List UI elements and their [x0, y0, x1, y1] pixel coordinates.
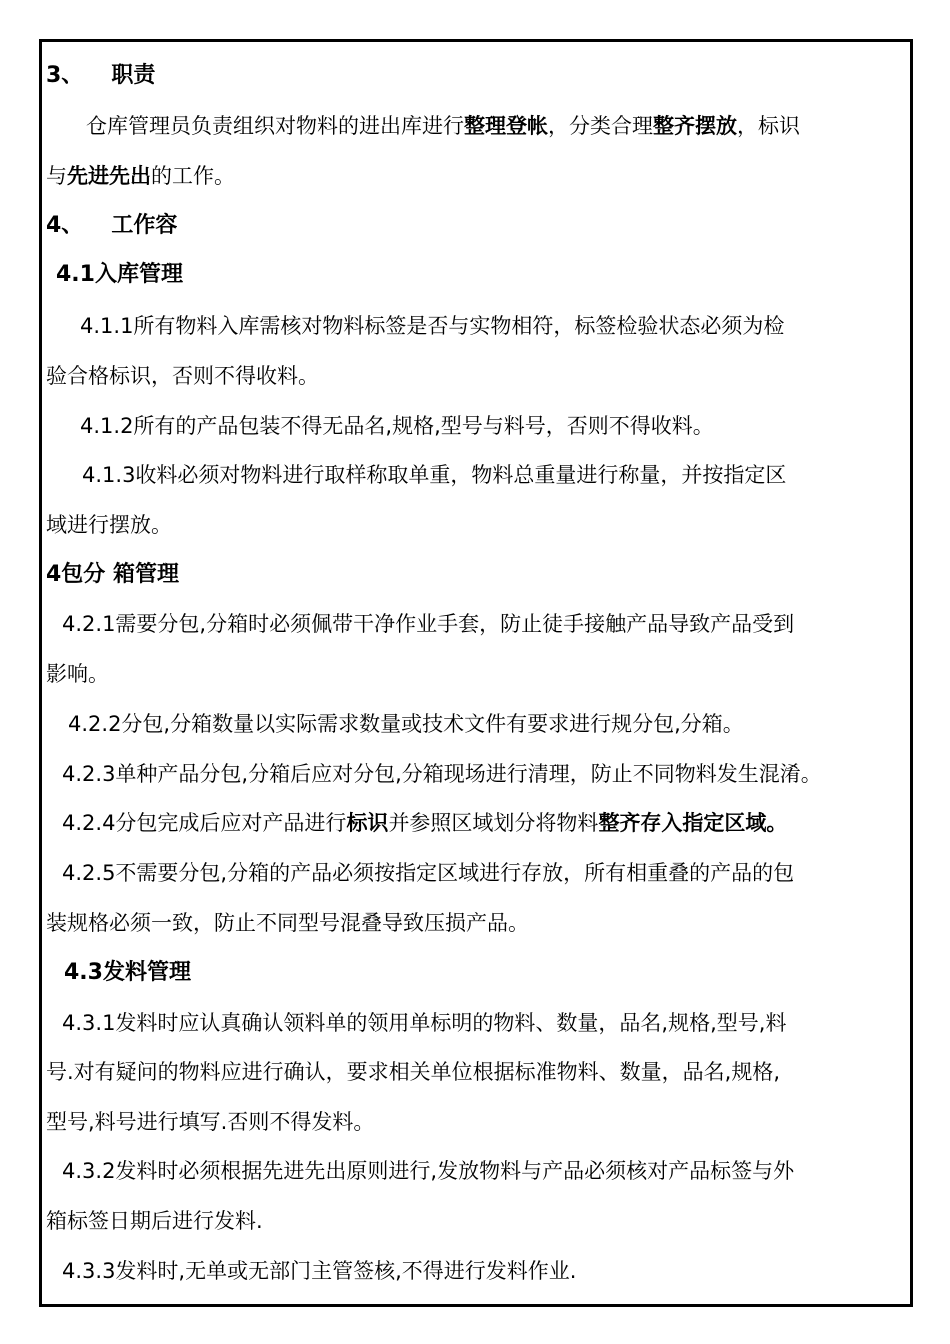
section-4-title: 工作容: [111, 213, 178, 238]
list-item: 4.1.2所有的产品包装不得无品名,规格,型号与料号，否则不得收料。: [80, 414, 714, 438]
bold-text: 整齐存入指定区域。: [598, 811, 788, 835]
list-item-continued: 装规格必须一致，防止不同型号混叠导致压损产品。: [46, 911, 529, 935]
text-run: 的工作。: [151, 164, 235, 188]
list-item: 4.1.3收料必须对物料进行取样称取单重，物料总重量进行称量，并按指定区: [82, 463, 787, 487]
section-3-heading: [46, 61, 155, 91]
section-3-number: 3、: [46, 63, 84, 88]
list-item: 4.2.1需要分包,分箱时必须佩带干净作业手套，防止徒手接触产品导致产品受到: [62, 612, 795, 636]
section-4-number: 4、: [46, 213, 84, 238]
list-item: 4.2.5不需要分包,分箱的产品必须按指定区域进行存放，所有相重叠的产品的包: [62, 861, 795, 885]
text-run: 并参照区域划分将物料: [388, 811, 599, 835]
list-item-continued: 影响。: [46, 662, 109, 686]
list-item: 4.3.1发料时应认真确认领料单的领用单标明的物料、数量，品名,规格,型号,料: [62, 1011, 787, 1035]
subsection-4-1-title: 4.1入库管理: [56, 262, 183, 287]
bold-text: 先进先出: [67, 164, 151, 188]
list-item-continued: 号.对有疑问的物料应进行确认，要求相关单位根据标准物料、数量，品名,规格,: [46, 1060, 781, 1084]
text-run: ，分类合理: [548, 114, 653, 138]
list-item: 4.2.2分包,分箱数量以实际需求数量或技术文件有要求进行规分包,分箱。: [68, 712, 744, 736]
text-run: ，标识: [737, 114, 800, 138]
list-item-continued: 验合格标识，否则不得收料。: [46, 364, 319, 388]
list-item: 4.3.3发料时,无单或无部门主管签核,不得进行发料作业.: [62, 1259, 577, 1283]
list-item: 4.3.2发料时必须根据先进先出原则进行,发放物料与产品必须核对产品标签与外: [62, 1159, 795, 1183]
bold-text: 整理登帐: [464, 114, 548, 138]
text-run: 仓库管理员负责组织对物料的进出库进行: [86, 114, 464, 138]
list-item-continued: 域进行摆放。: [46, 513, 172, 537]
list-item-continued: 箱标签日期后进行发料.: [46, 1209, 263, 1233]
text-run: 4.2.4分包完成后应对产品进行: [62, 811, 347, 835]
section-3-title: 职责: [111, 63, 156, 88]
bold-text: 标识: [346, 811, 389, 835]
section-4-heading: [46, 211, 177, 241]
list-item-continued: 型号,料号进行填写.否则不得发料。: [46, 1110, 375, 1134]
list-item: 4.1.1所有物料入库需核对物料标签是否与实物相符，标签检验状态必须为检: [80, 314, 785, 338]
bold-text: 整齐摆放: [653, 114, 737, 138]
paragraph-line: [86, 111, 800, 141]
paragraph-line: [46, 161, 235, 191]
subsection-4-2-title: 4包分 箱管理: [46, 562, 179, 587]
list-item: 4.2.3单种产品分包,分箱后应对分包,分箱现场进行清理，防止不同物料发生混淆。: [62, 762, 822, 786]
list-item: [62, 808, 787, 838]
text-run: 与: [46, 164, 67, 188]
subsection-4-3-title: 4.3发料管理: [64, 960, 191, 985]
